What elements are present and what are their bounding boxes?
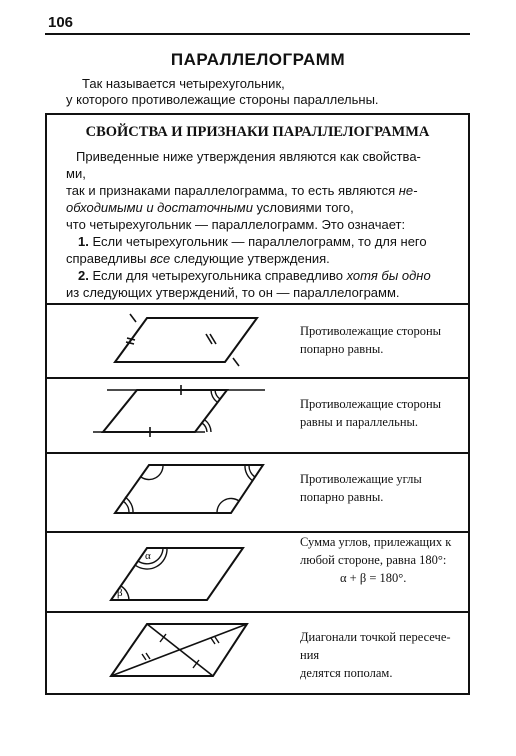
- parallelogram-diagonals-figure: [47, 612, 297, 694]
- parallelogram-parallel-sides-figure: [47, 378, 297, 451]
- intro-line-1: Приведенные ниже утверждения являются как свойства-: [76, 149, 421, 164]
- point-1-line-2: справедливы все следующие утверждения.: [66, 251, 330, 266]
- tick-mark: [127, 338, 135, 340]
- angle-arc: [123, 501, 129, 513]
- angle-arc: [205, 420, 211, 432]
- angle-arc: [211, 390, 217, 402]
- intro-line-5: что четырехугольник — параллелограмм. Это означает:: [66, 217, 406, 232]
- alpha-label: α: [145, 550, 151, 562]
- parallelogram-shape: [115, 318, 257, 362]
- header-rule: [45, 33, 470, 35]
- intro-line-2: ми,: [66, 166, 86, 181]
- property-5-text: Диагонали точкой пересече- ния делятся пополам.: [300, 630, 451, 680]
- parallelogram-shape: [111, 548, 243, 600]
- property-3-text: Противолежащие углы попарно равны.: [300, 472, 422, 504]
- parallelogram-adjacent-angles-figure: [47, 532, 297, 610]
- definition-line-2: у которого противолежащие стороны параллельны.: [66, 92, 379, 107]
- beta-label: β: [117, 587, 123, 599]
- diagonal-line: [111, 624, 247, 676]
- angle-arc: [215, 390, 220, 399]
- tick-mark: [211, 638, 215, 644]
- parallelogram-shape: [115, 465, 263, 513]
- tick-mark: [233, 358, 239, 366]
- property-1-text: Противолежащие стороны попарно равны.: [300, 324, 442, 356]
- tick-mark: [146, 653, 150, 659]
- point-1-line-1: 1. Если четырехугольник — параллелограмм, то для него: [78, 234, 427, 249]
- tick-mark: [130, 314, 136, 322]
- intro-line-4: обходимыми и достаточными условиями того,: [66, 200, 354, 215]
- parallelogram-equal-angles-figure: [47, 453, 297, 531]
- point-2-line-1: 2. Если для четырехугольника справедливо хотя бы одно: [78, 268, 431, 283]
- tick-mark: [142, 654, 146, 660]
- property-2-text: Противолежащие стороны равны и параллельны.: [300, 397, 442, 429]
- angle-arc: [202, 423, 207, 432]
- tick-mark: [215, 637, 219, 643]
- page-title: ПАРАЛЛЕЛОГРАММ: [170, 50, 346, 69]
- parallelogram-shape: [103, 390, 227, 432]
- angle-arc: [249, 465, 255, 477]
- property-4-text: Сумма углов, прилежащих к любой стороне, равна 180°: α + β = 180°.: [300, 535, 452, 585]
- page-number: 106: [48, 14, 74, 31]
- definition-line-1: Так называется четырехугольник,: [82, 76, 285, 91]
- intro-line-3: так и признаками параллелограмма, то есть являются не-: [66, 183, 418, 198]
- point-2-line-2: из следующих утверждений, то он — параллелограмм.: [66, 285, 400, 300]
- parallelogram-equal-sides-figure: [47, 304, 297, 376]
- box-title: СВОЙСТВА И ПРИЗНАКИ ПАРАЛЛЕЛОГРАММА: [85, 124, 430, 140]
